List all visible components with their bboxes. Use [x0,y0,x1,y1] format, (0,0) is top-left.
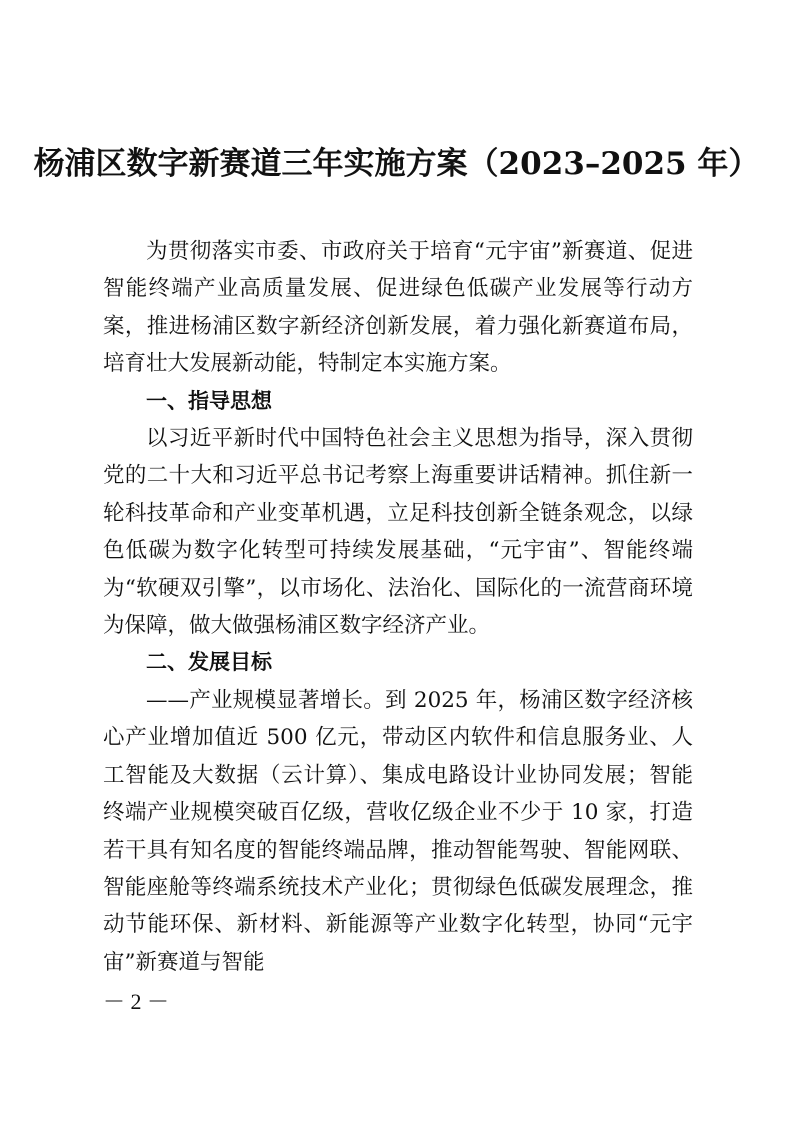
section-heading-development-goals: 二、发展目标 [146,650,272,675]
intro-paragraph: 为贯彻落实市委、市政府关于培育“元宇宙”新赛道、促进智能终端产业高质量发展、促进绿色低碳产业发展等行动方案，推进杨浦区数字新经济创新发展，着力强化新赛道布局，培育壮大发展新动能，特制定本实施方案。 [103,239,693,377]
document-body [103,233,693,981]
development-goals-paragraph: ——产业规模显著增长。到 2025 年，杨浦区数字经济核心产业增加值近 500 亿元，带动区内软件和信息服务业、人工智能及大数据（云计算）、集成电路设计业协同发展；智能终端产业规模突破百亿级，营收亿级企业不少于 10 家，打造若干具有知名度的智能终端品牌，推动智能驾驶、智能网联、智能座舱等终端系统技术产业化；贯彻绿色低碳发展理念，推动节能环保、新材料、新能源等产业数字化转型，协同“元宇宙”新赛道与智能 [103,687,693,975]
section-heading-guiding-ideology: 一、指导思想 [146,388,272,413]
guiding-ideology-paragraph: 以习近平新时代中国特色社会主义思想为指导，深入贯彻党的二十大和习近平总书记考察上海重要讲话精神。抓住新一轮科技革命和产业变革机遇，立足科技创新全链条观念，以绿色低碳为数字化转型可持续发展基础，“元宇宙”、智能终端为“软硬双引擎”，以市场化、法治化、国际化的一流营商环境为保障，做大做强杨浦区数字经济产业。 [103,426,693,639]
page-number: － 2 － [103,989,170,1014]
document-title: 杨浦区数字新赛道三年实施方案（2023–2025 年） [33,146,760,182]
